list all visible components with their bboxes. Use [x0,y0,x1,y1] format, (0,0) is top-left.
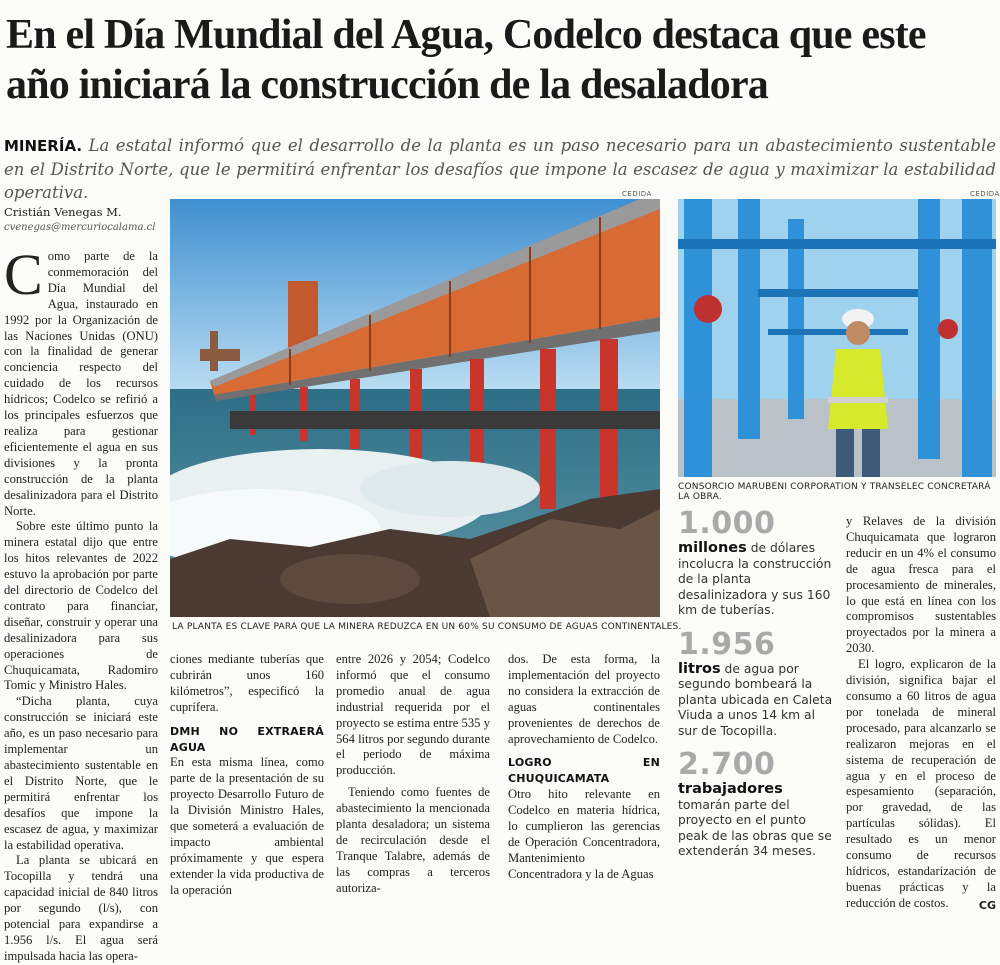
paragraph: dos. De esta forma, la implementación del proyecto no considera la extracción de aguas continentales provenientes de derechos de aprovechamiento de Codelco. [508,652,660,746]
stat-text: millones de dólares incolucra la construcción de la planta desalinizadora y sus 160 km de tuberías. [678,540,832,617]
photo2-caption: CONSORCIO MARUBENI CORPORATION Y TRANSELEC CONCRETARÁ LA OBRA. [678,482,991,502]
column-6 [846,514,996,914]
paragraph: Teniendo como fuentes de abastecimiento la mencionada planta desaladora; un sistema de recirculación desde el Tranque Talabre, además de las compras a terceros autoriza- [336,785,490,895]
author-signature: CG [978,898,996,912]
column-4 [508,652,660,883]
section-label: MINERÍA. [4,137,83,155]
paragraph: En esta misma línea, como parte de la presentación de su proyecto Desarrollo Futuro de la División Ministro Hales, que someterá a evaluación de impacto ambiental próximamente y que espera extender la vida productiva de la operación [170,755,324,897]
photo1-caption: LA PLANTA ES CLAVE PARA QUE LA MINERA REDUZCA EN UN 60% SU CONSUMO DE AGUAS CONTINENTALES. [172,622,682,632]
headline: En el Día Mundial del Agua, Codelco destaca que este año iniciará la construcción de la desaladora [6,12,926,108]
paragraph: entre 2026 y 2054; Codelco informó que el consumo promedio anual de agua industrial requerida por el proyecto se estima entre 535 y 564 litros por segundo durante el periodo de máxima producción. [336,652,490,778]
column-1 [4,242,158,965]
column-2 [170,652,324,899]
subhead-dmh: DMH NO EXTRAERÁ AGUA [170,724,324,754]
paragraph: La planta se ubicará en Tocopilla y tendrá una capacidad inicial de 840 litros por segundo (l/s), con potencial para expandirse a 1.956 l/s. El agua será impulsada hacia las opera- [4,853,158,963]
paragraph: ciones mediante tuberías que cubrirán unos 160 kilómetros”, especificó la cuprífera. [170,652,324,714]
column-3 [336,652,490,897]
byline-author: Cristián Venegas M. [4,205,122,219]
subhead-chuquicamata: LOGRO EN CHUQUICAMATA [508,756,660,786]
dropcap: C [4,242,43,307]
lead-paragraph [4,134,996,204]
stat-number: 2.700 [678,747,776,782]
stat-block [678,747,836,860]
stat-block [678,506,836,619]
photo1-credit: CEDIDA [622,190,652,198]
stat-block [678,627,836,740]
paragraph: Como parte de la conmemoración del Día Mundial del Agua, instaurado en 1992 por la Organización de las Naciones Unidas (ONU) con la finalidad de generar conciencia respecto del cuidado de los recursos hídricos; Codelco se refirió a los principales esfuerzos que realiza para gestionar eficientemente el agua en sus divisiones y la pronta construcción de la planta desalinizadora para el Distrito Norte. [4,242,158,518]
photo2-credit: CEDIDA [970,190,1000,198]
stat-number: 1.956 [678,626,776,662]
stat-number: 1.000 [678,506,776,541]
stats-column [678,506,836,860]
stat-text: trabajadores tomarán parte del proyecto en el punto peak de las obras que se extenderán 34 meses. [678,781,832,858]
photo-worker-plant [678,199,996,477]
paragraph: “Dicha planta, cuya construcción se iniciará este año, es un paso necesario para implementar un abastecimiento sustentable en el Distrito Norte, que le permitirá enfrentar los desafíos que impone la escasez de agua, y maximizar la estabilidad operativa. [4,694,158,852]
paragraph: y Relaves de la división Chuquicamata que lograron reducir en un 4% el consumo de agua fresca para el procesamiento de minerales, lo que está en línea con los compromisos sustentables proyectados por la minera a 2030. [846,514,996,656]
byline-email[interactable]: cvenegas@mercuriocalama.cl [4,222,156,233]
photo-pier-pipeline [170,199,660,617]
paragraph: Otro hito relevante en Codelco en materia hídrica, lo cumplieron las gerencias de Operación Concentradora, Mantenimiento Concentradora y la de Aguas [508,787,660,881]
stat-text: litros de agua por segundo bombeará la planta ubicada en Caleta Viuda a unos 14 km al sur de Tocopilla. [678,660,833,738]
paragraph: El logro, explicaron de la división, significa bajar el consumo a 60 litros de agua por tonelada de mineral procesado, para alcanzarlo se realizaron mejoras en el sistema de recuperación de agua y en el proceso de espesamiento (separación, por gravedad, de las partículas sólidas). El resultado es un menor consumo de recursos hídricos, estandarización de buenas prácticas y la reducción de costos. [846,657,996,910]
lead-text: La estatal informó que el desarrollo de la planta es un paso necesario para un abastecimiento sustentable en el Distrito Norte, que le permitirá enfrentar los desafíos que impone la escasez de agua y maximizar la estabilidad operativa. [4,136,996,202]
paragraph: Sobre este último punto la minera estatal dijo que entre los hitos relevantes de 2022 estuvo la aprobación por parte del directorio de Codelco del contrato para financiar, diseñar, construir y operar una desalinizadora para sus operaciones de Chuquicamata, Radomiro Tomic y Ministro Hales. [4,519,158,693]
